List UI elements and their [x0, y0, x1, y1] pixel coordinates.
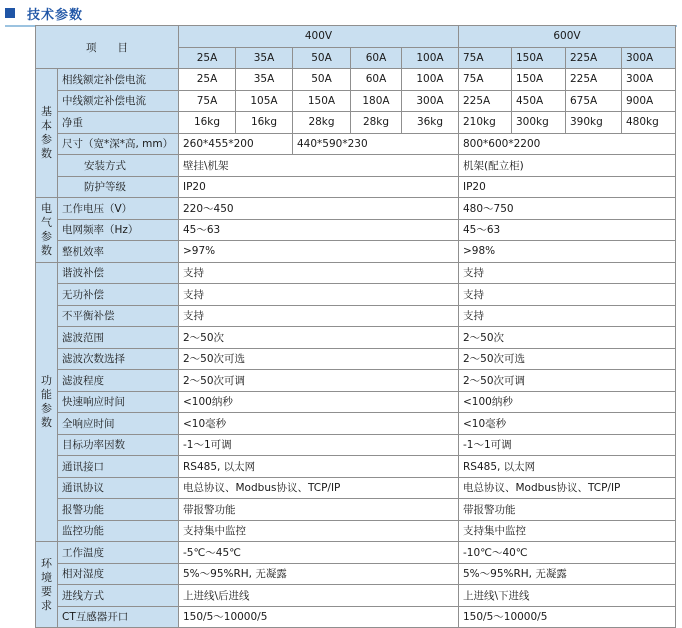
table-row — [36, 585, 676, 607]
row-label: 通讯接口 — [58, 456, 179, 478]
category-electrical: 电 气 参 数 — [36, 198, 58, 263]
row-label: CT互感器开口 — [58, 606, 179, 628]
spec-value: 45～63 — [459, 219, 676, 241]
table-row — [36, 477, 676, 499]
spec-value: 180A — [351, 90, 402, 112]
spec-value: 电总协议、Modbus协议、TCP/IP — [179, 477, 459, 499]
spec-value: 105A — [236, 90, 293, 112]
current-header: 75A — [459, 47, 512, 69]
current-header: 225A — [566, 47, 622, 69]
spec-value: 36kg — [402, 112, 459, 134]
spec-value: 220～450 — [179, 198, 459, 220]
current-header: 50A — [293, 47, 351, 69]
row-label: 谐波补偿 — [58, 262, 179, 284]
table-row — [36, 284, 676, 306]
spec-value: 带报警功能 — [179, 499, 459, 521]
spec-value: 28kg — [351, 112, 402, 134]
spec-value: 2～50次可选 — [459, 348, 676, 370]
spec-value: 16kg — [179, 112, 236, 134]
spec-value: IP20 — [459, 176, 676, 198]
table-row — [36, 348, 676, 370]
spec-value: 100A — [402, 69, 459, 91]
table-row — [36, 499, 676, 521]
spec-value: 电总协议、Modbus协议、TCP/IP — [459, 477, 676, 499]
spec-value: 支持集中监控 — [179, 520, 459, 542]
table-row — [36, 90, 676, 112]
row-label: 不平衡补偿 — [58, 305, 179, 327]
table-row — [36, 155, 676, 177]
spec-value: 支持集中监控 — [459, 520, 676, 542]
spec-value: RS485, 以太网 — [459, 456, 676, 478]
spec-value: 45～63 — [179, 219, 459, 241]
row-label: 全响应时间 — [58, 413, 179, 435]
spec-value: 390kg — [566, 112, 622, 134]
spec-value: 300kg — [512, 112, 566, 134]
spec-value: 900A — [622, 90, 676, 112]
spec-value: -1～1可调 — [459, 434, 676, 456]
spec-value: 210kg — [459, 112, 512, 134]
spec-value: 支持 — [459, 284, 676, 306]
row-label: 净重 — [58, 112, 179, 134]
voltage-400-header: 400V — [179, 26, 459, 48]
current-header: 150A — [512, 47, 566, 69]
table-row — [36, 219, 676, 241]
table-row — [36, 198, 676, 220]
spec-value: 支持 — [459, 305, 676, 327]
spec-value: RS485, 以太网 — [179, 456, 459, 478]
table-row — [36, 520, 676, 542]
current-header: 25A — [179, 47, 236, 69]
spec-value: 5%～95%RH, 无凝露 — [179, 563, 459, 585]
spec-value: 支持 — [459, 262, 676, 284]
spec-value: 2～50次 — [459, 327, 676, 349]
table-row — [36, 563, 676, 585]
table-row — [36, 133, 676, 155]
table-row — [36, 606, 676, 628]
row-label: 安装方式 — [58, 155, 179, 177]
spec-value: 28kg — [293, 112, 351, 134]
table-row — [36, 370, 676, 392]
spec-value: 150/5～10000/5 — [459, 606, 676, 628]
spec-table — [35, 25, 676, 628]
spec-value: 支持 — [179, 305, 459, 327]
row-label: 整机效率 — [58, 241, 179, 263]
spec-value: 2～50次可选 — [179, 348, 459, 370]
spec-value: <100纳秒 — [459, 391, 676, 413]
spec-value: 675A — [566, 90, 622, 112]
table-row — [36, 542, 676, 564]
table-row — [36, 176, 676, 198]
row-label: 无功补偿 — [58, 284, 179, 306]
category-environment: 环 境 要 求 — [36, 542, 58, 628]
spec-value: -5℃～45℃ — [179, 542, 459, 564]
row-label: 进线方式 — [58, 585, 179, 607]
spec-value: 上进线\下进线 — [459, 585, 676, 607]
row-label: 滤波程度 — [58, 370, 179, 392]
row-label: 工作电压（V） — [58, 198, 179, 220]
spec-value: >98% — [459, 241, 676, 263]
row-label: 通讯协议 — [58, 477, 179, 499]
voltage-600-header: 600V — [459, 26, 676, 48]
item-header: 项 目 — [36, 26, 179, 69]
spec-value: 5%～95%RH, 无凝露 — [459, 563, 676, 585]
row-label: 快速响应时间 — [58, 391, 179, 413]
row-label: 监控功能 — [58, 520, 179, 542]
spec-value: 440*590*230 — [293, 133, 459, 155]
spec-value: 35A — [236, 69, 293, 91]
section-header — [5, 3, 83, 23]
spec-value: -1～1可调 — [179, 434, 459, 456]
category-basic: 基 本 参 数 — [36, 69, 58, 198]
spec-value: 150A — [293, 90, 351, 112]
spec-value: 150/5～10000/5 — [179, 606, 459, 628]
current-header: 100A — [402, 47, 459, 69]
spec-value: 450A — [512, 90, 566, 112]
spec-value: 800*600*2200 — [459, 133, 676, 155]
spec-value: 50A — [293, 69, 351, 91]
spec-value: 300A — [402, 90, 459, 112]
row-label: 相对湿度 — [58, 563, 179, 585]
spec-value: IP20 — [179, 176, 459, 198]
table-row — [36, 262, 676, 284]
row-label: 相线额定补偿电流 — [58, 69, 179, 91]
current-header: 35A — [236, 47, 293, 69]
row-label: 目标功率因数 — [58, 434, 179, 456]
spec-value: 支持 — [179, 262, 459, 284]
spec-value: <100纳秒 — [179, 391, 459, 413]
spec-value: 225A — [566, 69, 622, 91]
spec-value: <10毫秒 — [179, 413, 459, 435]
spec-value: 75A — [179, 90, 236, 112]
table-row — [36, 112, 676, 134]
table-row — [36, 69, 676, 91]
spec-value: 上进线\后进线 — [179, 585, 459, 607]
spec-value: 2～50次可调 — [459, 370, 676, 392]
table-row — [36, 413, 676, 435]
spec-value: 25A — [179, 69, 236, 91]
table-row — [36, 456, 676, 478]
table-row — [36, 241, 676, 263]
row-label: 中线额定补偿电流 — [58, 90, 179, 112]
category-function: 功 能 参 数 — [36, 262, 58, 542]
spec-value: 60A — [351, 69, 402, 91]
spec-value: 150A — [512, 69, 566, 91]
table-row — [36, 327, 676, 349]
spec-value: 480～750 — [459, 198, 676, 220]
current-header: 60A — [351, 47, 402, 69]
spec-value: <10毫秒 — [459, 413, 676, 435]
spec-value: 带报警功能 — [459, 499, 676, 521]
spec-value: 75A — [459, 69, 512, 91]
spec-value: -10℃～40℃ — [459, 542, 676, 564]
spec-value: 机架(配立柜) — [459, 155, 676, 177]
section-title: 技术参数 — [27, 7, 84, 23]
header-row-voltage — [36, 26, 676, 48]
spec-value: 支持 — [179, 284, 459, 306]
row-label: 尺寸（宽*深*高, mm） — [58, 133, 179, 155]
spec-value: 300A — [622, 69, 676, 91]
table-row — [36, 434, 676, 456]
spec-value: 2～50次 — [179, 327, 459, 349]
table-row — [36, 391, 676, 413]
row-label: 防护等级 — [58, 176, 179, 198]
spec-value: 260*455*200 — [179, 133, 293, 155]
square-bullet-icon — [5, 8, 15, 18]
spec-value: 壁挂\机架 — [179, 155, 459, 177]
table-row — [36, 305, 676, 327]
spec-value: 16kg — [236, 112, 293, 134]
spec-value: 2～50次可调 — [179, 370, 459, 392]
row-label: 报警功能 — [58, 499, 179, 521]
spec-value: >97% — [179, 241, 459, 263]
row-label: 电网频率（Hz） — [58, 219, 179, 241]
row-label: 滤波范围 — [58, 327, 179, 349]
spec-value: 480kg — [622, 112, 676, 134]
spec-value: 225A — [459, 90, 512, 112]
current-header: 300A — [622, 47, 676, 69]
row-label: 工作温度 — [58, 542, 179, 564]
row-label: 滤波次数选择 — [58, 348, 179, 370]
